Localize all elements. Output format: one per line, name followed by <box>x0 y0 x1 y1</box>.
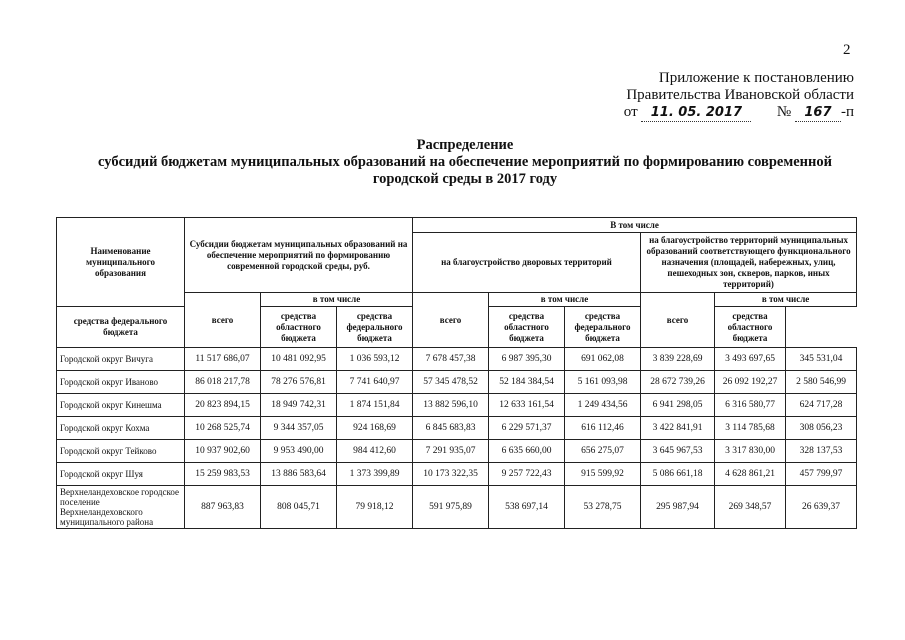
row-value-cell: 3 317 830,00 <box>715 440 786 463</box>
row-municipality-name: Городской округ Вичуга <box>57 348 185 371</box>
row-value-cell: 691 062,08 <box>565 348 641 371</box>
appendix-number: 167 <box>795 104 841 122</box>
title-line-1: Распределение <box>416 137 514 153</box>
row-value-cell: 328 137,53 <box>786 440 857 463</box>
table-row <box>57 440 857 463</box>
row-municipality-name: Городской округ Кохма <box>57 417 185 440</box>
row-value-cell: 15 259 983,53 <box>185 463 261 486</box>
row-value-cell: 9 953 490,00 <box>261 440 337 463</box>
row-value-cell: 616 112,46 <box>565 417 641 440</box>
row-value-cell: 10 268 525,74 <box>185 417 261 440</box>
row-value-cell: 3 114 785,68 <box>715 417 786 440</box>
page-number: 2 <box>843 42 851 58</box>
row-value-cell: 7 741 640,97 <box>337 371 413 394</box>
row-value-cell: 887 963,83 <box>185 486 261 529</box>
row-value-cell: 457 799,97 <box>786 463 857 486</box>
row-value-cell: 1 249 434,56 <box>565 394 641 417</box>
number-label: № <box>776 104 792 120</box>
table-row <box>57 417 857 440</box>
row-municipality-name: Верхнеландеховское городское поселение Верхнеландеховского муниципального района <box>57 486 185 529</box>
row-value-cell: 10 937 902,60 <box>185 440 261 463</box>
row-value-cell: 1 874 151,84 <box>337 394 413 417</box>
row-value-cell: 269 348,57 <box>715 486 786 529</box>
table-row <box>57 486 857 529</box>
row-value-cell: 3 493 697,65 <box>715 348 786 371</box>
header-in-that-number-2: в том числе <box>489 293 641 307</box>
number-suffix: -п <box>840 104 854 120</box>
title-line-2: субсидий бюджетам муниципальных образований на обеспечение мероприятий по формированию современной <box>98 154 832 170</box>
row-value-cell: 9 344 357,05 <box>261 417 337 440</box>
row-value-cell: 57 345 478,52 <box>413 371 489 394</box>
row-value-cell: 86 018 217,78 <box>185 371 261 394</box>
row-value-cell: 924 168,69 <box>337 417 413 440</box>
table-row <box>57 394 857 417</box>
appendix-line-1: Приложение к постановлению <box>658 70 854 86</box>
row-value-cell: 5 161 093,98 <box>565 371 641 394</box>
row-value-cell: 13 886 583,64 <box>261 463 337 486</box>
row-value-cell: 52 184 384,54 <box>489 371 565 394</box>
row-value-cell: 6 229 571,37 <box>489 417 565 440</box>
header-regional-2: средства областного бюджета <box>489 307 565 348</box>
row-value-cell: 9 257 722,43 <box>489 463 565 486</box>
header-in-that-number-1: в том числе <box>261 293 413 307</box>
row-value-cell: 12 633 161,54 <box>489 394 565 417</box>
row-value-cell: 4 628 861,21 <box>715 463 786 486</box>
row-value-cell: 53 278,75 <box>565 486 641 529</box>
row-value-cell: 308 056,23 <box>786 417 857 440</box>
appendix-date-line <box>560 104 854 122</box>
row-value-cell: 6 845 683,83 <box>413 417 489 440</box>
row-value-cell: 10 173 322,35 <box>413 463 489 486</box>
row-value-cell: 345 531,04 <box>786 348 857 371</box>
header-public-group: на благоустройство территорий муниципальных образований соответствующего функционального назначения (площадей, набережных, улиц, пешеходных зон, скверов, парков, иных территорий) <box>641 233 857 293</box>
table-row <box>57 348 857 371</box>
row-value-cell: 18 949 742,31 <box>261 394 337 417</box>
row-value-cell: 26 639,37 <box>786 486 857 529</box>
header-total-1: всего <box>185 293 261 348</box>
row-value-cell: 295 987,94 <box>641 486 715 529</box>
row-value-cell: 6 635 660,00 <box>489 440 565 463</box>
row-municipality-name: Городской округ Иваново <box>57 371 185 394</box>
row-value-cell: 11 517 686,07 <box>185 348 261 371</box>
header-regional-1: средства областного бюджета <box>261 307 337 348</box>
row-value-cell: 79 918,12 <box>337 486 413 529</box>
header-total-3: всего <box>641 293 715 348</box>
appendix-line-2: Правительства Ивановской области <box>626 87 854 103</box>
header-federal-2: средства федерального бюджета <box>337 307 413 348</box>
row-value-cell: 656 275,07 <box>565 440 641 463</box>
row-value-cell: 6 941 298,05 <box>641 394 715 417</box>
row-value-cell: 6 316 580,77 <box>715 394 786 417</box>
row-value-cell: 10 481 092,95 <box>261 348 337 371</box>
table-row <box>57 463 857 486</box>
row-value-cell: 1 036 593,12 <box>337 348 413 371</box>
row-value-cell: 13 882 596,10 <box>413 394 489 417</box>
appendix-block <box>560 70 854 122</box>
header-including: В том числе <box>413 218 857 233</box>
row-value-cell: 28 672 739,26 <box>641 371 715 394</box>
row-value-cell: 624 717,28 <box>786 394 857 417</box>
row-municipality-name: Городской округ Тейково <box>57 440 185 463</box>
header-in-that-number-3: в том числе <box>715 293 857 307</box>
row-value-cell: 20 823 894,15 <box>185 394 261 417</box>
row-municipality-name: Городской округ Кинешма <box>57 394 185 417</box>
row-value-cell: 5 086 661,18 <box>641 463 715 486</box>
header-name: Наименование муниципального образования <box>57 218 185 307</box>
row-value-cell: 591 975,89 <box>413 486 489 529</box>
row-value-cell: 3 839 228,69 <box>641 348 715 371</box>
document-title <box>40 137 890 188</box>
header-yard-group: на благоустройство дворовых территорий <box>413 233 641 293</box>
row-value-cell: 2 580 546,99 <box>786 371 857 394</box>
row-value-cell: 6 987 395,30 <box>489 348 565 371</box>
table-body <box>57 348 857 529</box>
row-value-cell: 3 645 967,53 <box>641 440 715 463</box>
row-municipality-name: Городской округ Шуя <box>57 463 185 486</box>
row-value-cell: 78 276 576,81 <box>261 371 337 394</box>
row-value-cell: 7 678 457,38 <box>413 348 489 371</box>
table-row <box>57 371 857 394</box>
row-value-cell: 808 045,71 <box>261 486 337 529</box>
row-value-cell: 1 373 399,89 <box>337 463 413 486</box>
row-value-cell: 538 697,14 <box>489 486 565 529</box>
row-value-cell: 915 599,92 <box>565 463 641 486</box>
row-value-cell: 984 412,60 <box>337 440 413 463</box>
subsidy-table <box>56 217 857 529</box>
from-label: от <box>623 104 638 120</box>
header-federal-1: средства федерального бюджета <box>57 307 185 348</box>
row-value-cell: 26 092 192,27 <box>715 371 786 394</box>
title-line-3: городской среды в 2017 году <box>372 171 558 187</box>
row-value-cell: 3 422 841,91 <box>641 417 715 440</box>
header-total-2: всего <box>413 293 489 348</box>
header-regional-3: средства областного бюджета <box>715 307 786 348</box>
row-value-cell: 7 291 935,07 <box>413 440 489 463</box>
header-subsidy-group: Субсидии бюджетам муниципальных образований на обеспечение мероприятий по формированию современной городской среды, руб. <box>185 218 413 293</box>
appendix-date: 11. 05. 2017 <box>641 104 751 122</box>
header-federal-3: средства федерального бюджета <box>565 307 641 348</box>
